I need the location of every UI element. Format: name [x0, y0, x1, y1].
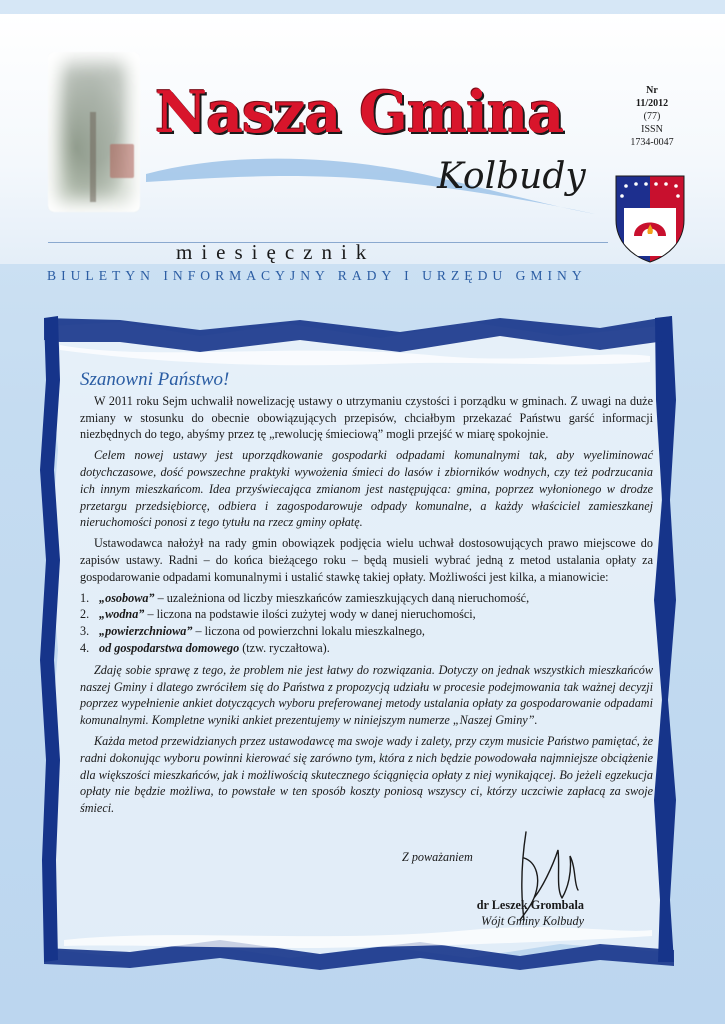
list-item: [80, 640, 653, 657]
list-item: [80, 590, 653, 607]
masthead-frequency: miesięcznik: [176, 240, 376, 264]
list-item: [80, 623, 653, 640]
issn-label: ISSN: [641, 124, 663, 135]
list-item-number: 2.: [80, 607, 90, 622]
list-item-description: – uzależniona od liczby mieszkańców zamieszkujących daną nieruchomość,: [154, 590, 530, 605]
letter-closing: Z poważaniem: [402, 850, 473, 864]
fee-methods-list: [80, 590, 653, 657]
letter-greeting: Szanowni Państwo!: [80, 369, 230, 390]
issue-sequence: (77): [643, 111, 661, 122]
list-item-number: 3.: [80, 624, 90, 639]
list-item-description: (tzw. ryczałtowa).: [239, 640, 330, 655]
list-item-term: „powierzchniowa”: [99, 624, 193, 639]
list-item-number: 1.: [80, 590, 90, 605]
list-item-term: „osobowa”: [99, 590, 155, 605]
issue-nr-label: Nr: [646, 85, 658, 96]
issue-number: 11/2012: [635, 98, 669, 109]
list-item-term: „wodna”: [99, 607, 145, 622]
issn-number: 1734-0047: [630, 137, 674, 148]
masthead-town: Kolbudy: [437, 156, 586, 197]
list-item-term: od gospodarstwa domowego: [99, 640, 240, 655]
letter-paragraph-4: Zdaję sobie sprawę z tego, że problem nie jest łatwy do rozwiązania. Dotyczy on jednak wszystkich mieszkańców naszej Gminy i dlatego zwróciłem się do Państwa z propozycją udziału w procesie podejmowania tak ważnej decyzji poprzez wypełnienie ankiet dotyczących wyboru preferowanej metody ustalania opłaty za gospodarowanie odpadami komunalnymi. Kompletne wyniki ankiet prezentujemy w niniejszym numerze „Naszej Gminy”.: [80, 662, 653, 728]
masthead-title: Nasza Gmina: [155, 79, 564, 146]
list-item: [80, 606, 653, 623]
letter-paragraph-3: Ustawodawca nałożył na rady gmin obowiązek podjęcia wielu uchwał dostosowujących prawo miejscowe do zapisów ustawy. Radni – do końca bieżącego roku – będą musieli wybrać jedną z metod ustalania opłaty za gospodarowanie odpadami komunalnymi i ustalić stawkę takiej opłaty. Możliwości jest kilka, a mianowicie:: [80, 536, 653, 584]
list-item-description: – liczona na podstawie ilości zużytej wody w danej nieruchomości,: [144, 607, 476, 622]
letter-paragraph-2: Celem nowej ustawy jest uporządkowanie gospodarki odpadami komunalnymi tak, aby wyeliminować dotychczasowe, dość powszechne praktyki wywożenia śmieci do lasów i zbiorników wodnych, czy też podrzucania ich innym mieszkańcom. Idea przyświecająca zmianom jest następująca: gmina, poprzez wyłonionego w drodze przetargu przedsiębiorcę, odbiera i zagospodarowuje odpady komunalne, a każdy właściciel zamieszkanej nieruchomości ponosi z tego tytułu na rzecz gminy opłatę.: [80, 448, 653, 530]
masthead-bulletin: BIULETYN INFORMACYJNY RADY I URZĘDU GMINY: [47, 268, 587, 283]
letter-paragraph-5: Każda metod przewidzianych przez ustawodawcę ma swoje wady i zalety, przy czym musicie Państwo pamiętać, że radni dokonując wyboru powinni kierować się zarówno tym, która z nich będzie powodowała najmniejsze obciążenie dla większości mieszkańców, jak i możliwością skutecznego ściągnięcia opłaty z niej wynikającej. Bo jeżeli egzekucja opłaty nie będzie możliwa, to powstałe w ten sposób koszty poniosą wszyscy ci, którzy uczciwie zapłacą za swoje śmieci.: [80, 733, 653, 816]
signer-name: dr Leszek Grombala: [476, 898, 584, 912]
list-item-description: – liczona od powierzchni lokalu mieszkalnego,: [192, 624, 425, 639]
letter-paragraph-1: W 2011 roku Sejm uchwalił nowelizację ustawy o utrzymaniu czystości i porządku w gminach. Z uwagi na duże zmiany w stosunku do obecnie obowiązujących przepisów, chciałbym przekazać Państwu garść informacji niezbędnych do tego, abyśmy przez tę „rewolucję śmieciową” mogli przejść w miarę spokojnie.: [80, 393, 653, 442]
letter-body: [80, 369, 653, 821]
signature-icon: [512, 828, 582, 928]
signer-role: Wójt Gminy Kolbudy: [481, 914, 584, 928]
list-item-number: 4.: [80, 640, 90, 655]
